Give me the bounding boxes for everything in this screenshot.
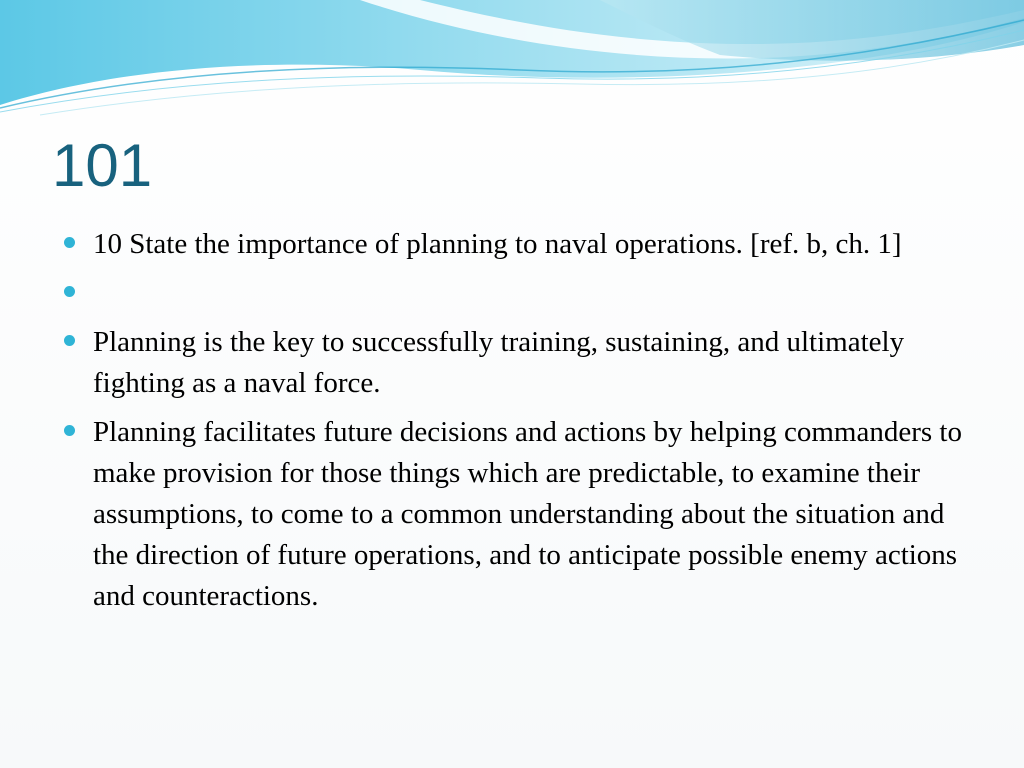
- bullet-item: [64, 224, 964, 265]
- bullet-text: Planning facilitates future decisions and actions by helping commanders to make provision for those things which are predictable, to examine their assumptions, to come to a common understanding about the situation and the direction of future operations, and to anticipate possible enemy actions and counteractions.: [93, 416, 962, 612]
- bullet-marker-icon: [64, 335, 75, 346]
- bullet-marker-icon: [64, 286, 75, 297]
- bullet-item: [64, 322, 964, 404]
- bullet-item-empty: [64, 273, 964, 314]
- bullet-marker-icon: [64, 237, 75, 248]
- header-wave-decoration: [0, 0, 1024, 130]
- bullet-list: [64, 224, 964, 625]
- slide-title: 101: [52, 132, 153, 199]
- bullet-text: Planning is the key to successfully training, sustaining, and ultimately fighting as a naval force.: [93, 326, 905, 399]
- bullet-item: [64, 412, 964, 617]
- bullet-marker-icon: [64, 425, 75, 436]
- bullet-text: 10 State the importance of planning to naval operations. [ref. b, ch. 1]: [93, 228, 902, 260]
